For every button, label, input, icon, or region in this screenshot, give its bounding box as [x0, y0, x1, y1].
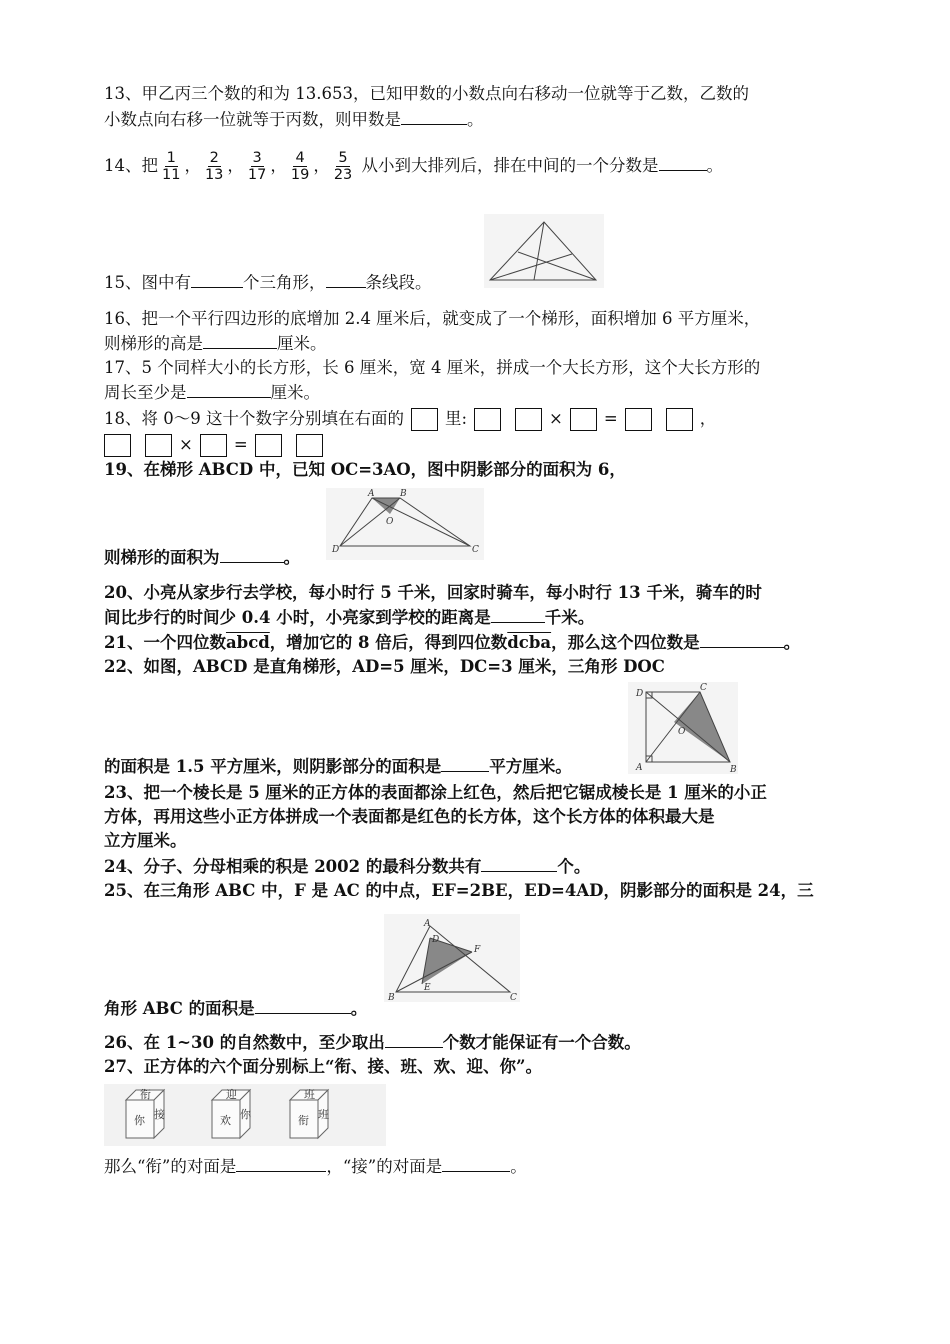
svg-text:A: A	[636, 763, 643, 773]
question-13-line-2: 小数点向右移一位就等于丙数，则甲数是 。	[104, 107, 849, 132]
svg-text:O: O	[678, 727, 686, 737]
question-14: 14、把 $\frac{1}{11}$ ， $\frac{2}{13}$ ， $\frac{3}{17}$ ， $\frac{4}{19}$ ， $\frac{5}{23}$ 从小到大排列后，排在中间的一个分数是 。	[104, 150, 724, 183]
question-25-line-2: 角形 ABC 的面积是 。	[104, 996, 849, 1021]
question-20-line-2: 间比步行的时间少 0.4 小时，小亮家到学校的距离是 千米。	[104, 605, 849, 630]
answer-blank-24[interactable]	[481, 854, 557, 872]
svg-text:O: O	[386, 517, 394, 527]
question-17-line-1: 17、5 个同样大小的长方形，长 6 厘米，宽 4 厘米，拼成一个大长方形，这个大长方形的	[104, 358, 761, 377]
fraction-1: $\frac{1}{11}$	[162, 150, 181, 183]
question-27-line-1: 27、正方体的六个面分别标上“衔、接、班、欢、迎、你”。	[104, 1057, 542, 1076]
digit-box[interactable]	[515, 408, 542, 431]
question-25-line-1: 25、在三角形 ABC 中，F 是 AC 的中点，EF=2BE，ED=4AD，阴影部分的面积是 24，三	[104, 881, 814, 900]
question-16-line-1: 16、把一个平行四边形的底增加 2.4 厘米后，就变成了一个梯形，面积增加 6 平方厘米，	[104, 309, 761, 328]
svg-text:欢: 欢	[220, 1114, 231, 1127]
svg-text:接: 接	[154, 1108, 165, 1121]
answer-blank-16[interactable]	[203, 331, 277, 349]
question-19-line-1: 19、在梯形 ABCD 中，已知 OC=3AO，图中阴影部分的面积为 6，	[104, 460, 626, 479]
svg-text:C: C	[510, 993, 517, 1002]
question-24: 24、分子、分母相乘的积是 2002 的最科分数共有 个。	[104, 854, 849, 879]
svg-text:班: 班	[318, 1108, 329, 1121]
digit-box[interactable]	[104, 434, 131, 457]
digit-box[interactable]	[145, 434, 172, 457]
svg-text:D: D	[332, 545, 340, 555]
answer-blank-25[interactable]	[255, 996, 351, 1014]
question-23-line-2: 方体，再用这些小正方体拼成一个表面都是红色的长方体，这个长方体的体积最大是	[104, 807, 715, 826]
svg-text:F: F	[474, 945, 481, 955]
answer-blank-22[interactable]	[441, 754, 489, 772]
svg-text:迎: 迎	[226, 1088, 237, 1101]
digit-box[interactable]	[474, 408, 501, 431]
answer-blank-19[interactable]	[220, 545, 284, 563]
fraction-3: $\frac{3}{17}$	[247, 150, 267, 183]
digit-box[interactable]	[625, 408, 652, 431]
svg-text:D: D	[636, 689, 644, 699]
svg-text:B: B	[730, 765, 737, 774]
question-23-line-1: 23、把一个棱长是 5 厘米的正方体的表面都涂上红色，然后把它锯成棱长是 1 厘米的小正	[104, 783, 767, 802]
answer-blank-26[interactable]	[385, 1030, 443, 1048]
question-21: 21、一个四位数abcd，增加它的 8 倍后，得到四位数dcba，那么这个四位数是 。	[104, 630, 849, 655]
answer-blank-20[interactable]	[491, 605, 545, 623]
svg-text:A: A	[424, 919, 431, 929]
digit-box[interactable]	[570, 408, 597, 431]
question-20-line-1: 20、小亮从家步行去学校，每小时行 5 千米，回家时骑车，每小时行 13 千米，骑车的时	[104, 583, 762, 602]
svg-text:A: A	[368, 489, 375, 499]
answer-blank-13[interactable]	[401, 107, 467, 125]
digit-box[interactable]	[200, 434, 227, 457]
answer-blank-17[interactable]	[187, 380, 271, 398]
question-17-line-2: 周长至少是 厘米。	[104, 380, 849, 405]
digit-box[interactable]	[666, 408, 693, 431]
question-18-line-2: × =	[97, 432, 842, 458]
question-16-line-2: 则梯形的高是 厘米。	[104, 331, 849, 356]
svg-text:衔: 衔	[140, 1088, 151, 1101]
svg-text:你: 你	[240, 1108, 251, 1121]
svg-text:D: D	[432, 935, 440, 945]
fraction-2: $\frac{2}{13}$	[204, 150, 224, 183]
fraction-5: $\frac{5}{23}$	[333, 150, 353, 183]
answer-blank-21[interactable]	[700, 630, 784, 648]
figure-27-cubes	[104, 1084, 386, 1146]
digit-box[interactable]	[255, 434, 282, 457]
fraction-4: $\frac{4}{19}$	[290, 150, 310, 183]
answer-blank-15-triangles[interactable]	[191, 270, 243, 288]
question-23-line-3: 立方厘米。	[104, 831, 187, 850]
svg-text:E: E	[424, 983, 431, 993]
svg-text:衔: 衔	[298, 1114, 309, 1127]
question-22-line-1: 22、如图，ABCD 是直角梯形，AD=5 厘米，DC=3 厘米，三角形 DOC	[104, 657, 665, 676]
svg-text:B: B	[388, 993, 395, 1002]
answer-blank-15-segments[interactable]	[326, 270, 366, 288]
answer-blank-27-xian[interactable]	[236, 1154, 326, 1172]
svg-text:B: B	[400, 489, 407, 499]
question-13-line-1: 13、甲乙丙三个数的和为 13.653，已知甲数的小数点向右移动一位就等于乙数，乙数的	[104, 84, 749, 103]
digit-box[interactable]	[411, 408, 438, 431]
question-15: 15、图中有 个三角形， 条线段。	[104, 270, 849, 295]
question-26: 26、在 1~30 的自然数中，至少取出 个数才能保证有一个合数。	[104, 1030, 849, 1055]
figure-25-triangle	[384, 914, 520, 1002]
question-18-line-1: 18、将 0～9 这十个数字分别填在右面的 里: × = ，	[104, 406, 849, 432]
svg-text:你: 你	[134, 1114, 145, 1127]
answer-blank-14[interactable]	[659, 153, 707, 171]
question-22-line-2: 的面积是 1.5 平方厘米，则阴影部分的面积是 平方厘米。	[104, 754, 849, 779]
svg-text:C: C	[700, 683, 707, 693]
answer-blank-27-jie[interactable]	[442, 1154, 510, 1172]
digit-box[interactable]	[296, 434, 323, 457]
svg-text:C: C	[472, 545, 479, 555]
question-19-line-2: 则梯形的面积为 。	[104, 545, 849, 570]
svg-text:班: 班	[304, 1088, 315, 1101]
question-27-line-2: 那么“衔”的对面是 ，“接”的对面是 。	[104, 1154, 849, 1179]
